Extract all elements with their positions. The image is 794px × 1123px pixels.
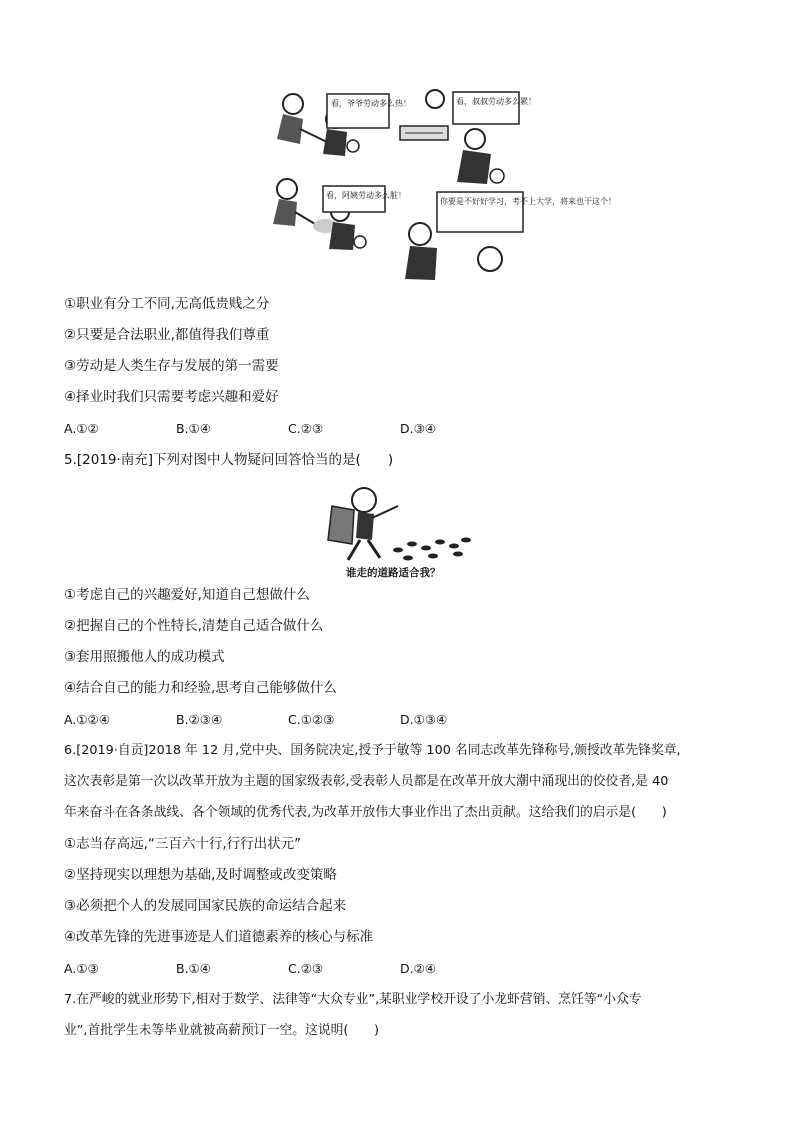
speech-bubble-1: 看，爷爷劳动多么热！	[331, 99, 411, 108]
q5-figure-caption: 谁走的道路适合我？	[346, 567, 441, 579]
q5-option-b[interactable]: B.②③④	[176, 712, 223, 727]
q5-option-d[interactable]: D.①③④	[400, 712, 448, 727]
q6-option-a[interactable]: A.①③	[64, 961, 99, 976]
q6-stem-line-1: 6.[2019·自贡]2018 年 12 月,党中央、国务院决定,授予于敏等 100 名同志改革先锋称号,颁授改革先锋奖章,	[64, 743, 681, 758]
q4-statement-2: ②只要是合法职业,都值得我们尊重	[64, 327, 270, 343]
cartoon-panel-grandpa	[277, 94, 411, 156]
cartoon-panel-mother-child	[405, 192, 616, 280]
q4-statement-4: ④择业时我们只需要考虑兴趣和爱好	[64, 389, 279, 405]
q4-option-a[interactable]: A.①②	[64, 421, 99, 436]
q5-option-a[interactable]: A.①②④	[64, 712, 110, 727]
q5-statement-2: ②把握自己的个性特长,清楚自己适合做什么	[64, 618, 324, 634]
q4-option-d[interactable]: D.③④	[400, 421, 437, 436]
q6-option-b[interactable]: B.①④	[176, 961, 211, 976]
q5-statement-3: ③套用照搬他人的成功模式	[64, 649, 225, 665]
cartoon-panel-aunt	[273, 179, 406, 250]
q4-option-c[interactable]: C.②③	[288, 421, 324, 436]
q5-statement-4: ④结合自己的能力和经验,思考自己能够做什么	[64, 680, 337, 696]
q4-statement-3: ③劳动是人类生存与发展的第一需要	[64, 358, 279, 374]
q6-option-d[interactable]: D.②④	[400, 961, 437, 976]
speech-bubble-2: 看，叔叔劳动多么累！	[456, 97, 536, 106]
footprints	[393, 538, 471, 561]
cartoon-figure-path	[318, 478, 478, 580]
q5-option-c[interactable]: C.①②③	[288, 712, 335, 727]
q7-stem-line-2: 业”,首批学生未等毕业就被高薪预订一空。这说明( )	[64, 1023, 380, 1038]
q4-option-b[interactable]: B.①④	[176, 421, 211, 436]
q6-stem-line-2: 这次表彰是第一次以改革开放为主题的国家级表彰,受表彰人员都是在改革开放大潮中涌现出的佼佼者,是 40	[64, 774, 669, 789]
q6-statement-3: ③必须把个人的发展同国家民族的命运结合起来	[64, 898, 347, 914]
cartoon-figure-labor	[265, 84, 616, 284]
q6-option-c[interactable]: C.②③	[288, 961, 324, 976]
q6-statement-2: ②坚持现实以理想为基础,及时调整或改变策略	[64, 867, 337, 883]
q7-stem-line-1: 7.在严峻的就业形势下,相对于数学、法律等“大众专业”,某职业学校开设了小龙虾营销、烹饪等“小众专	[64, 992, 642, 1007]
cartoon-panel-uncle	[400, 90, 536, 184]
q6-statement-1: ①志当存高远,“三百六十行,行行出状元”	[64, 836, 302, 852]
q4-statement-1: ①职业有分工不同,无高低贵贱之分	[64, 296, 270, 312]
speech-bubble-4: 你要是不好好学习，考不上大学，将来也干这个！	[440, 197, 616, 206]
q6-stem-line-3: 年来奋斗在各条战线、各个领域的优秀代表,为改革开放伟大事业作出了杰出贡献。这给我们的启示是( )	[64, 805, 667, 820]
q6-statement-4: ④改革先锋的先进事迹是人们道德素养的核心与标准	[64, 929, 374, 945]
q5-statement-1: ①考虑自己的兴趣爱好,知道自己想做什么	[64, 587, 310, 603]
q5-stem: 5.[2019·南充]下列对图中人物疑问回答恰当的是( )	[64, 452, 394, 468]
speech-bubble-3: 看，阿姨劳动多么脏！	[326, 191, 406, 200]
